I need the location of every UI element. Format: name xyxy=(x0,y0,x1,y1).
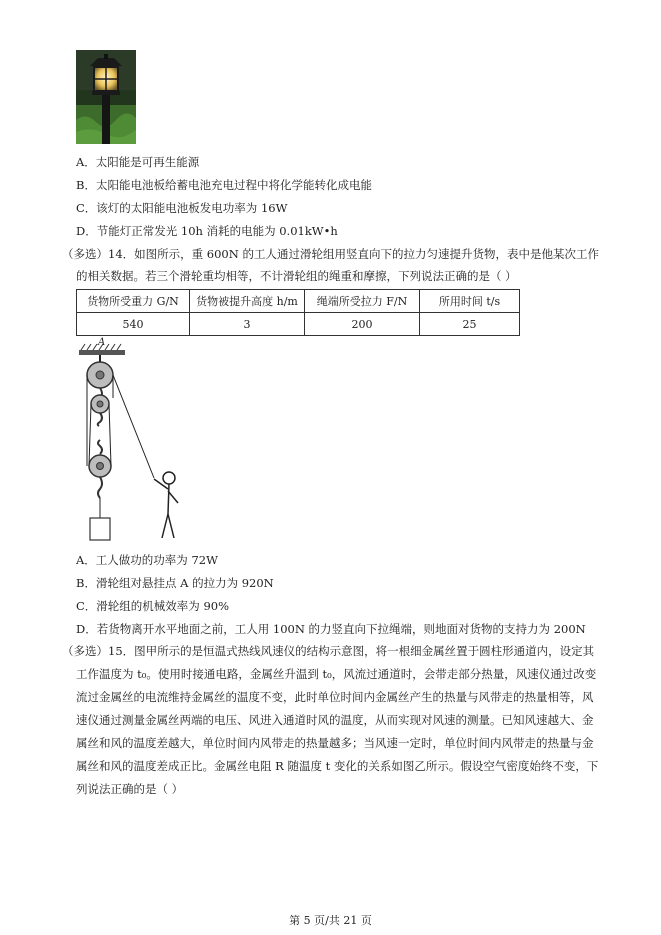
q14-option-a: A．工人做功的功率为 72W xyxy=(76,553,218,567)
table-header-cell: 货物所受重力 G/N xyxy=(77,290,190,313)
q15-stem-line-7: 列说法正确的是（ ） xyxy=(76,782,184,796)
q13-option-d: D．节能灯正常发光 10h 消耗的电能为 0.01kW•h xyxy=(76,224,338,238)
q14-option-c: C．滑轮组的机械效率为 90% xyxy=(76,599,230,613)
table-cell: 540 xyxy=(77,313,190,336)
table-header-cell: 货物被提升高度 h/m xyxy=(190,290,305,313)
q14-stem-line-1: （多选）14．如图所示，重 600N 的工人通过滑轮组用竖直向下的拉力匀速提升货物，表中是他某次工作 xyxy=(62,247,599,261)
q15-stem-line-1: （多选）15．图甲所示的是恒温式热线风速仪的结构示意图，将一根细金属丝置于圆柱形通道内，设定其 xyxy=(62,644,595,658)
table-row xyxy=(77,313,520,336)
table-header-cell: 绳端所受拉力 F/N xyxy=(305,290,420,313)
q14-option-d: D．若货物离开水平地面之前，工人用 100N 的力竖直向下拉绳端，则地面对货物的支持力为 200N xyxy=(76,622,586,636)
q15-stem-line-2: 工作温度为 t₀。使用时接通电路，金属丝升温到 t₀，风流过通道时，会带走部分热量，风速仪通过改变 xyxy=(76,667,597,681)
table-cell: 25 xyxy=(420,313,520,336)
q14-data-table xyxy=(76,289,520,336)
solar-lamp-image xyxy=(76,50,136,144)
q15-stem-line-6: 属丝和风的温度差成正比。金属丝电阻 R 随温度 t 变化的关系如图乙所示。假设空气密度始终不变，下 xyxy=(76,759,599,773)
pulley-system-figure xyxy=(76,338,196,543)
table-cell: 3 xyxy=(190,313,305,336)
q13-option-a: A．太阳能是可再生能源 xyxy=(76,155,200,169)
q13-option-c: C．该灯的太阳能电池板发电功率为 16W xyxy=(76,201,288,215)
pulley-diagram xyxy=(76,338,196,543)
q15-stem-line-5: 属丝和风的温度差越大，单位时间内风带走的热量越多；当风速一定时，单位时间内风带走的热量与金 xyxy=(76,736,594,750)
table-header-row xyxy=(77,290,520,313)
q15-stem-line-4: 速仪通过测量金属丝两端的电压、风进入通道时风的温度，从而实现对风速的测量。已知风速越大、金 xyxy=(76,713,594,727)
pivot-a-label: A xyxy=(98,337,106,348)
q15-stem-line-3: 流过金属丝的电流维持金属丝的温度不变，此时单位时间内金属丝产生的热量与风带走的热量相等，风 xyxy=(76,690,594,704)
q13-option-b: B．太阳能电池板给蓄电池充电过程中将化学能转化成电能 xyxy=(76,178,372,192)
table-header-cell: 所用时间 t/s xyxy=(420,290,520,313)
page-footer: 第 5 页/共 21 页 xyxy=(289,914,372,927)
q14-stem-line-2: 的相关数据。若三个滑轮重均相等，不计滑轮组的绳重和摩擦，下列说法正确的是（ ） xyxy=(76,269,517,283)
q14-option-b: B．滑轮组对悬挂点 A 的拉力为 920N xyxy=(76,576,274,590)
table-cell: 200 xyxy=(305,313,420,336)
